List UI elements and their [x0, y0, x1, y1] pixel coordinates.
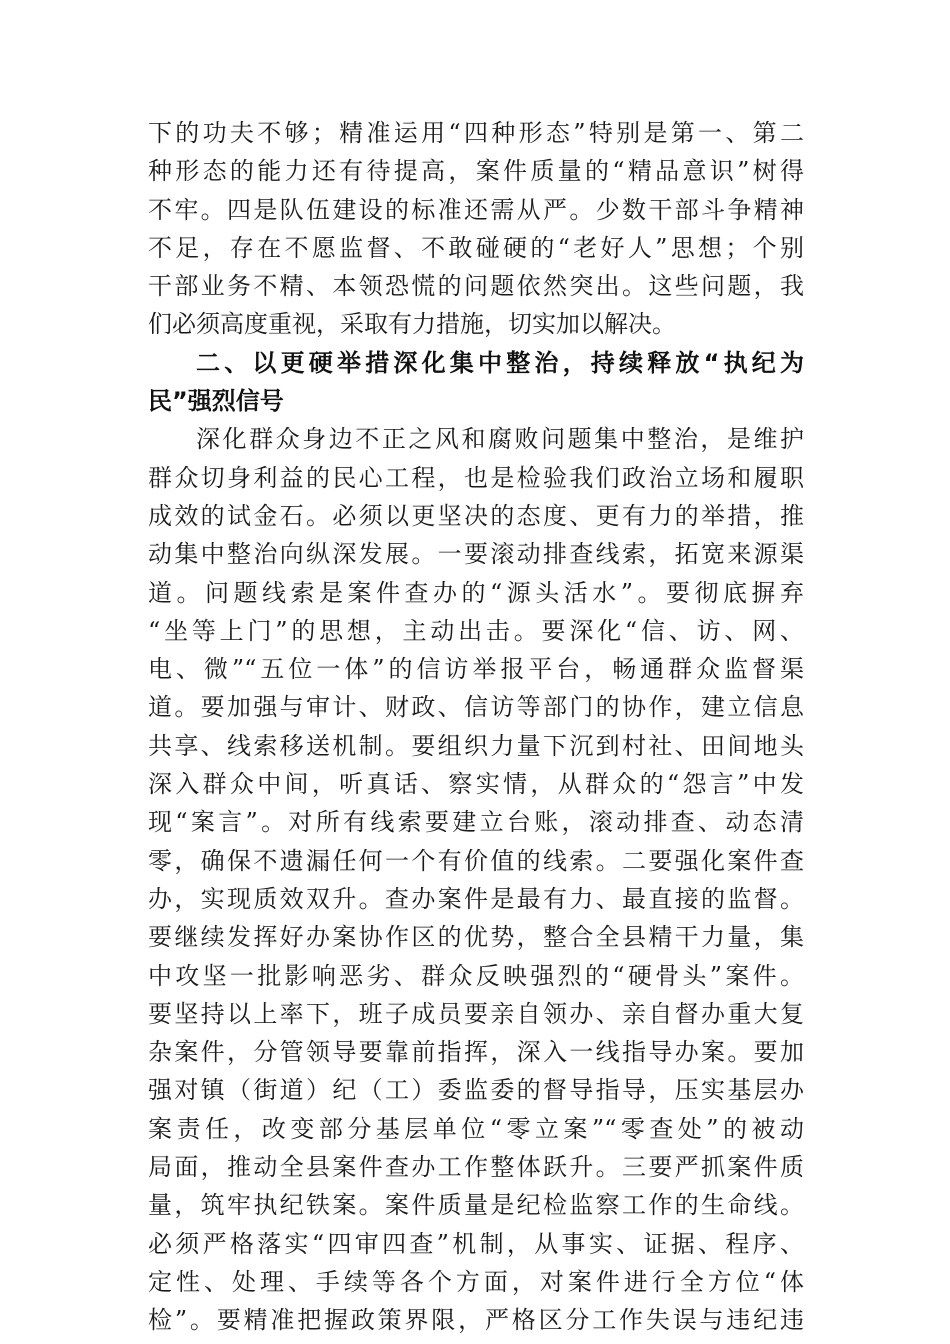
- text-line: 中攻坚一批影响恶劣、群众反映强烈的“硬骨头”案件。: [148, 961, 804, 990]
- section-heading: [148, 344, 804, 421]
- heading-line: 二、以更硬举措深化集中整治，持续释放“执纪为: [196, 348, 804, 377]
- text-line: 道。要加强与审计、财政、信访等部门的协作，建立信息: [148, 693, 804, 722]
- text-line: 必须严格落实“四审四查”机制，从事实、证据、程序、: [148, 1229, 804, 1258]
- text-line: 成效的试金石。必须以更坚决的态度、更有力的举措，推: [148, 501, 804, 530]
- text-line: 道。问题线索是案件查办的“源头活水”。要彻底摒弃: [148, 578, 804, 607]
- text-line: 局面，推动全县案件查办工作整体跃升。三要严抓案件质: [148, 1153, 804, 1182]
- text-line: 们必须高度重视，采取有力措施，切实加以解决。: [148, 310, 676, 339]
- text-line: 案责任，改变部分基层单位“零立案”“零查处”的被动: [148, 1114, 804, 1143]
- text-line: 办，实现质效双升。查办案件是最有力、最直接的监督。: [148, 884, 804, 913]
- text-line: 定性、处理、手续等各个方面，对案件进行全方位“体: [148, 1267, 804, 1296]
- text-line: 深入群众中间，听真话、察实情，从群众的“怨言”中发: [148, 770, 804, 799]
- text-line: 不牢。四是队伍建设的标准还需从严。少数干部斗争精神: [148, 195, 804, 224]
- text-line: 要坚持以上率下，班子成员要亲自领办、亲自督办重大复: [148, 999, 804, 1028]
- text-line: 现“案言”。对所有线索要建立台账，滚动排查、动态清: [148, 808, 804, 837]
- text-line: 量，筑牢执纪铁案。案件质量是纪检监察工作的生命线。: [148, 1191, 804, 1220]
- heading-line: 民”强烈信号: [148, 387, 284, 416]
- text-line: 干部业务不精、本领恐慌的问题依然突出。这些问题，我: [148, 272, 804, 301]
- text-line: 共享、线索移送机制。要组织力量下沉到村社、田间地头: [148, 731, 804, 760]
- text-line: 群众切身利益的民心工程，也是检验我们政治立场和履职: [148, 463, 804, 492]
- body-paragraph: [148, 114, 804, 344]
- text-line: 零，确保不遗漏任何一个有价值的线索。二要强化案件查: [148, 846, 804, 875]
- text-line: 杂案件，分管领导要靠前指挥，深入一线指导办案。要加: [148, 1038, 804, 1067]
- text-line: 电、微”“五位一体”的信访举报平台，畅通群众监督渠: [148, 655, 804, 684]
- text-line: 检”。要精准把握政策界限，严格区分工作失误与违纪违: [148, 1306, 804, 1335]
- text-line: 强对镇（街道）纪（工）委监委的督导指导，压实基层办: [148, 1076, 804, 1105]
- text-line: 深化群众身边不正之风和腐败问题集中整治，是维护: [196, 425, 804, 454]
- text-line: 种形态的能力还有待提高，案件质量的“精品意识”树得: [148, 157, 804, 186]
- document-page: [148, 114, 804, 1340]
- text-line: 不足，存在不愿监督、不敢碰硬的“老好人”思想；个别: [148, 233, 804, 262]
- text-line: 动集中整治向纵深发展。一要滚动排查线索，拓宽来源渠: [148, 540, 804, 569]
- text-line: “坐等上门”的思想，主动出击。要深化“信、访、网、: [148, 616, 804, 645]
- text-line: 下的功夫不够；精准运用“四种形态”特别是第一、第二: [148, 119, 804, 147]
- text-line: 要继续发挥好办案协作区的优势，整合全县精干力量，集: [148, 923, 804, 952]
- body-paragraph: [148, 420, 804, 1339]
